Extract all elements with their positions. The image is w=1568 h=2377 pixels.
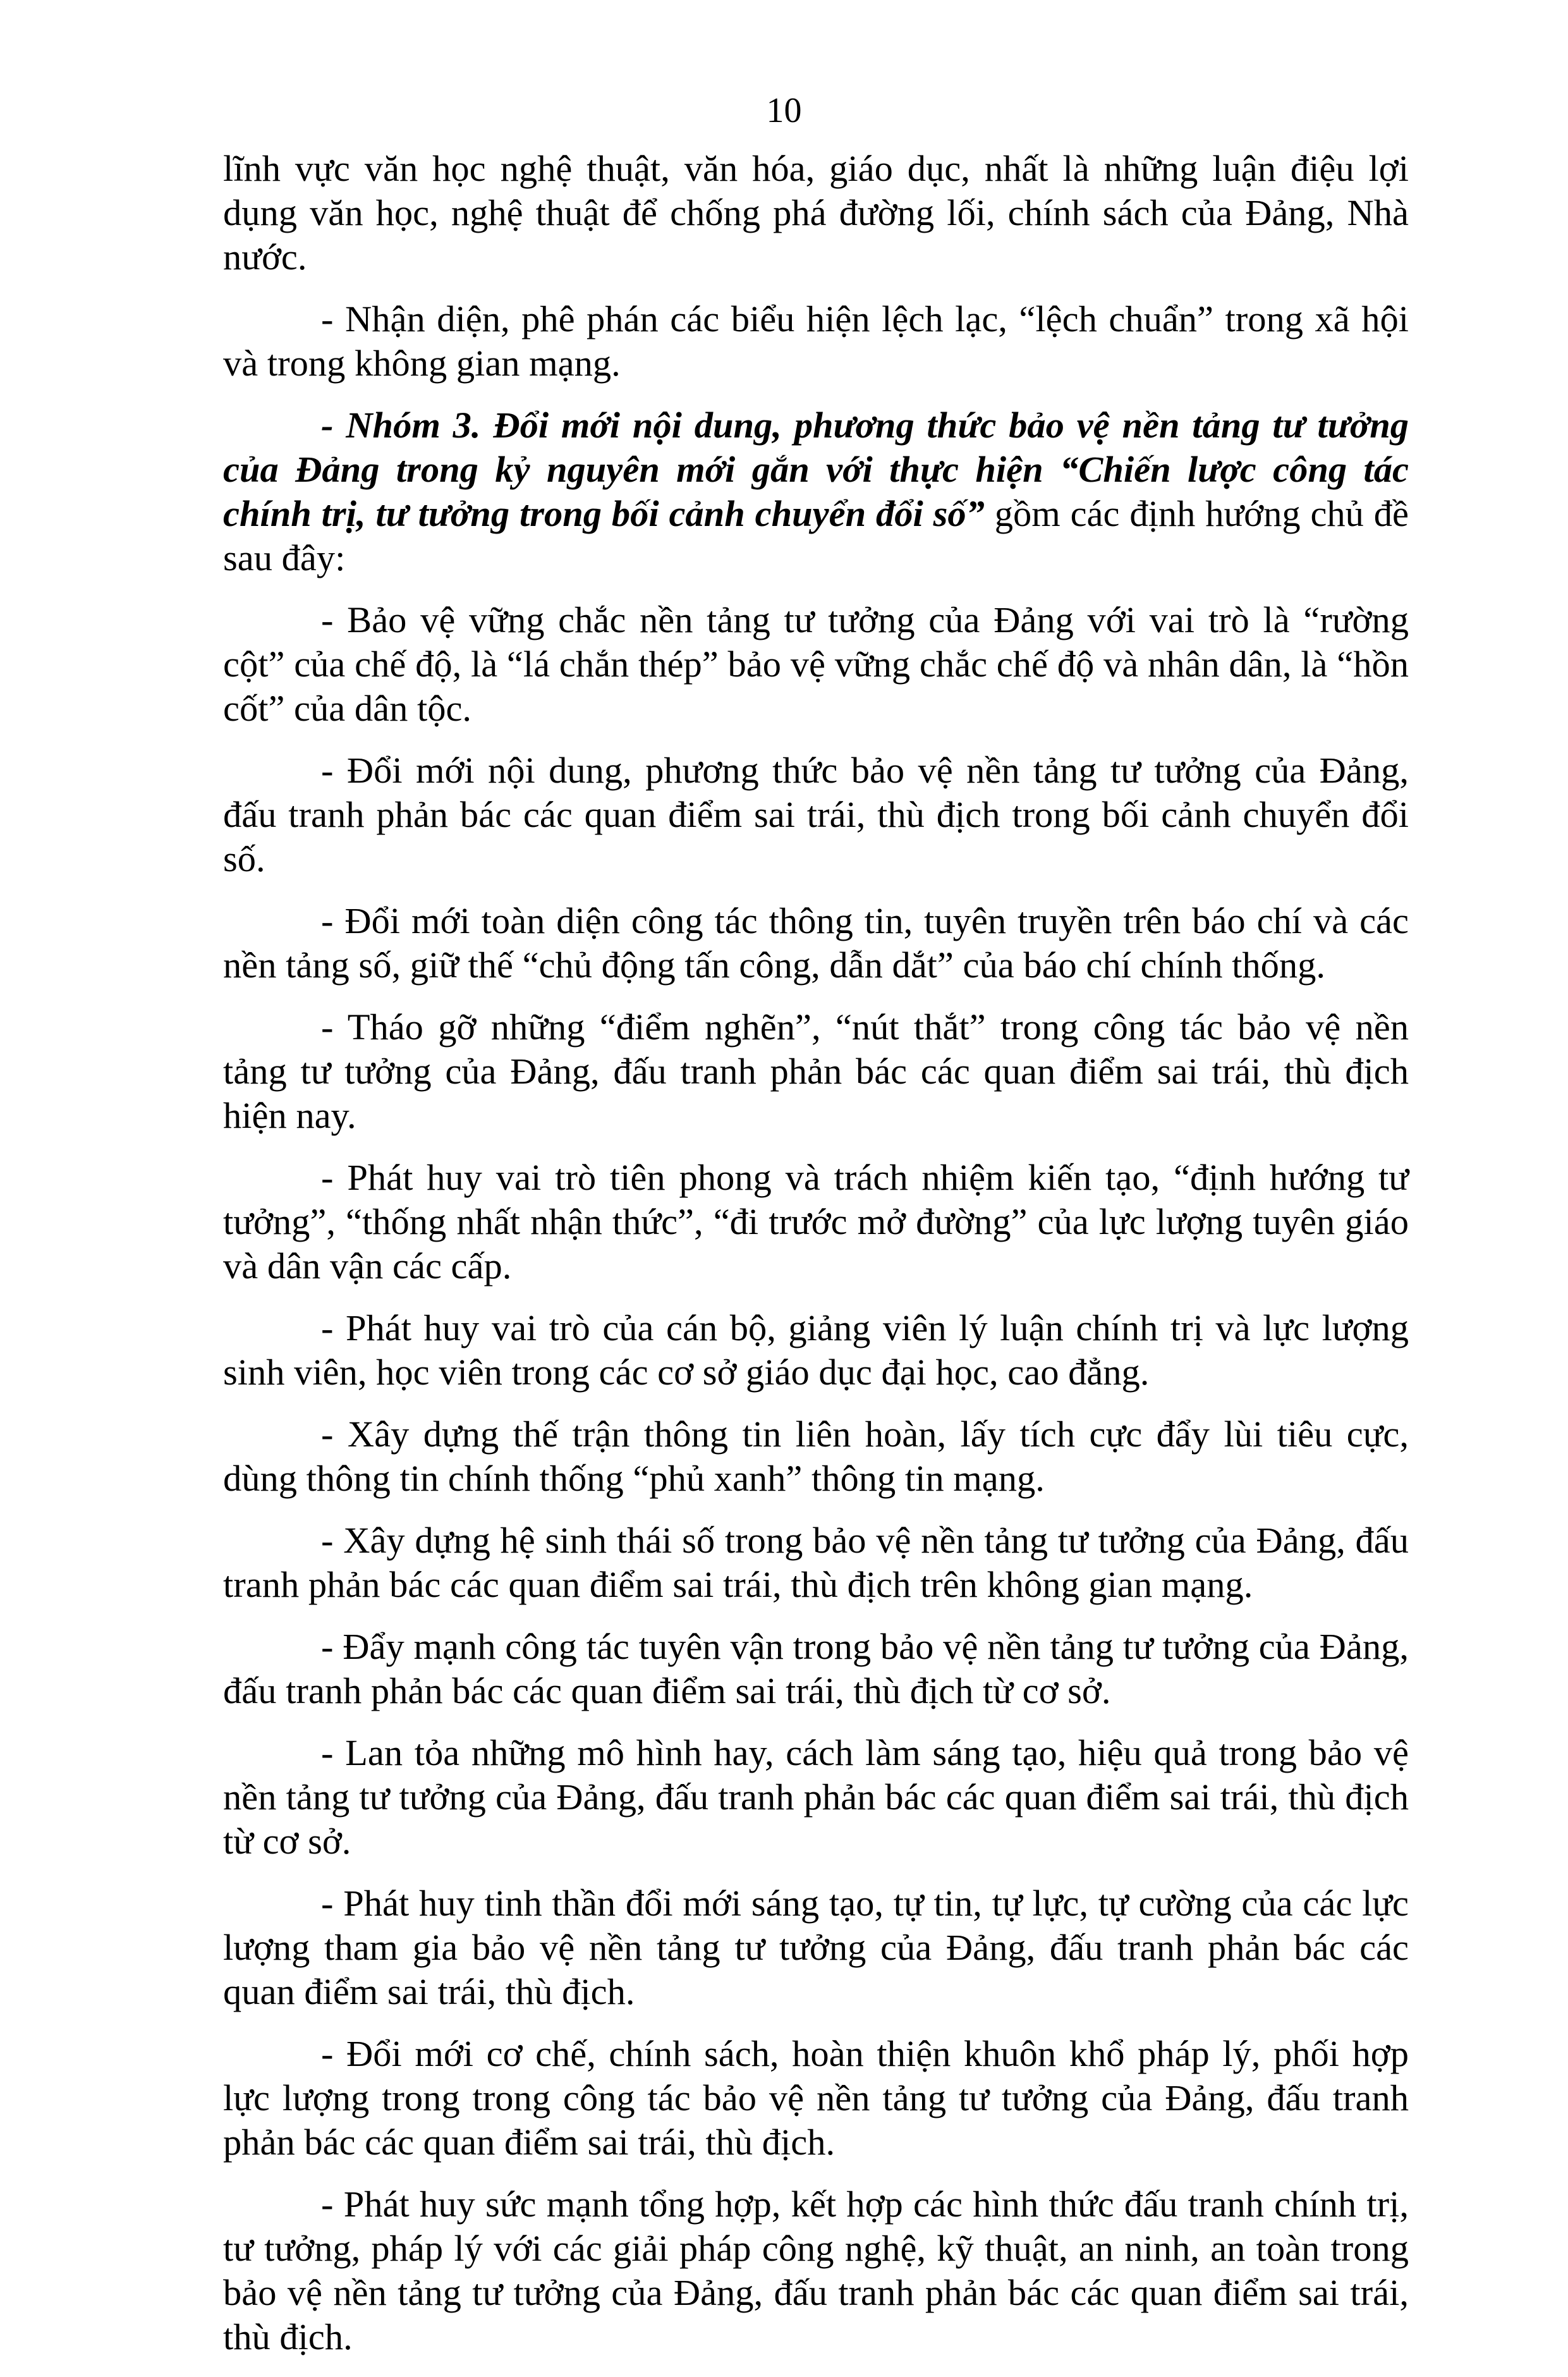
list-item: - Xây dựng hệ sinh thái số trong bảo vệ nền tảng tư tưởng của Đảng, đấu tranh phản bác các quan điểm sai trái, thù địch trên không gian mạng. (223, 1520, 1409, 1605)
group-3-intro: gồm các định hướng chủ đề sau đây: (223, 493, 1409, 578)
paragraph-group-3-heading (223, 403, 1409, 580)
list-item: - Lan tỏa những mô hình hay, cách làm sáng tạo, hiệu quả trong bảo vệ nền tảng tư tưởng của Đảng, đấu tranh phản bác các quan điểm sai trái, thù địch từ cơ sở. (223, 1732, 1409, 1862)
list-item: - Đẩy mạnh công tác tuyên vận trong bảo vệ nền tảng tư tưởng của Đảng, đấu tranh phản bác các quan điểm sai trái, thù địch từ cơ sở. (223, 1626, 1409, 1711)
list-item: - Xây dựng thế trận thông tin liên hoàn, lấy tích cực đẩy lùi tiêu cực, dùng thông tin chính thống “phủ xanh” thông tin mạng. (223, 1414, 1409, 1499)
list-item: - Phát huy sức mạnh tổng hợp, kết hợp các hình thức đấu tranh chính trị, tư tưởng, pháp lý với các giải pháp công nghệ, kỹ thuật, an ninh, an toàn trong bảo vệ nền tảng tư tưởng của Đảng, đấu tranh phản bác các quan điểm sai trái, thù địch. (223, 2184, 1409, 2357)
list-item: - Đổi mới cơ chế, chính sách, hoàn thiện khuôn khổ pháp lý, phối hợp lực lượng trong trong công tác bảo vệ nền tảng tư tưởng của Đảng, đấu tranh phản bác các quan điểm sai trái, thù địch. (223, 2033, 1409, 2163)
list-item: - Phát huy vai trò của cán bộ, giảng viên lý luận chính trị và lực lượng sinh viên, học viên trong các cơ sở giáo dục đại học, cao đẳng. (223, 1307, 1409, 1393)
list-item: - Bảo vệ vững chắc nền tảng tư tưởng của Đảng với vai trò là “rường cột” của chế độ, là “lá chắn thép” bảo vệ vững chắc chế độ và nhân dân, là “hồn cốt” của dân tộc. (223, 599, 1409, 729)
page-number: 10 (766, 91, 802, 130)
list-item: - Đổi mới toàn diện công tác thông tin, tuyên truyền trên báo chí và các nền tảng số, giữ thế “chủ động tấn công, dẫn dắt” của báo chí chính thống. (223, 900, 1409, 986)
paragraph-identify-deviations: - Nhận diện, phê phán các biểu hiện lệch lạc, “lệch chuẩn” trong xã hội và trong không gian mạng. (223, 298, 1409, 384)
list-item: - Tháo gỡ những “điểm nghẽn”, “nút thắt” trong công tác bảo vệ nền tảng tư tưởng của Đảng, đấu tranh phản bác các quan điểm sai trái, thù địch hiện nay. (223, 1006, 1409, 1136)
list-item: - Phát huy vai trò tiên phong và trách nhiệm kiến tạo, “định hướng tư tưởng”, “thống nhất nhận thức”, “đi trước mở đường” của lực lượng tuyên giáo và dân vận các cấp. (223, 1157, 1409, 1286)
list-item: - Phát huy tinh thần đổi mới sáng tạo, tự tin, tự lực, tự cường của các lực lượng tham gia bảo vệ nền tảng tư tưởng của Đảng, đấu tranh phản bác các quan điểm sai trái, thù địch. (223, 1883, 1409, 2012)
paragraph-continuation: lĩnh vực văn học nghệ thuật, văn hóa, giáo dục, nhất là những luận điệu lợi dụng văn học, nghệ thuật để chống phá đường lối, chính sách của Đảng, Nhà nước. (223, 148, 1409, 278)
document-body (223, 147, 1409, 2377)
group-3-title: - Nhóm 3. Đổi mới nội dung, phương thức bảo vệ nền tảng tư tưởng của Đảng trong kỷ nguyên mới gắn với thực hiện “Chiến lược công tác chính trị, tư tưởng trong bối cảnh chuyển đổi số” (223, 405, 1409, 534)
list-item: - Đổi mới nội dung, phương thức bảo vệ nền tảng tư tưởng của Đảng, đấu tranh phản bác các quan điểm sai trái, thù địch trong bối cảnh chuyển đổi số. (223, 750, 1409, 879)
